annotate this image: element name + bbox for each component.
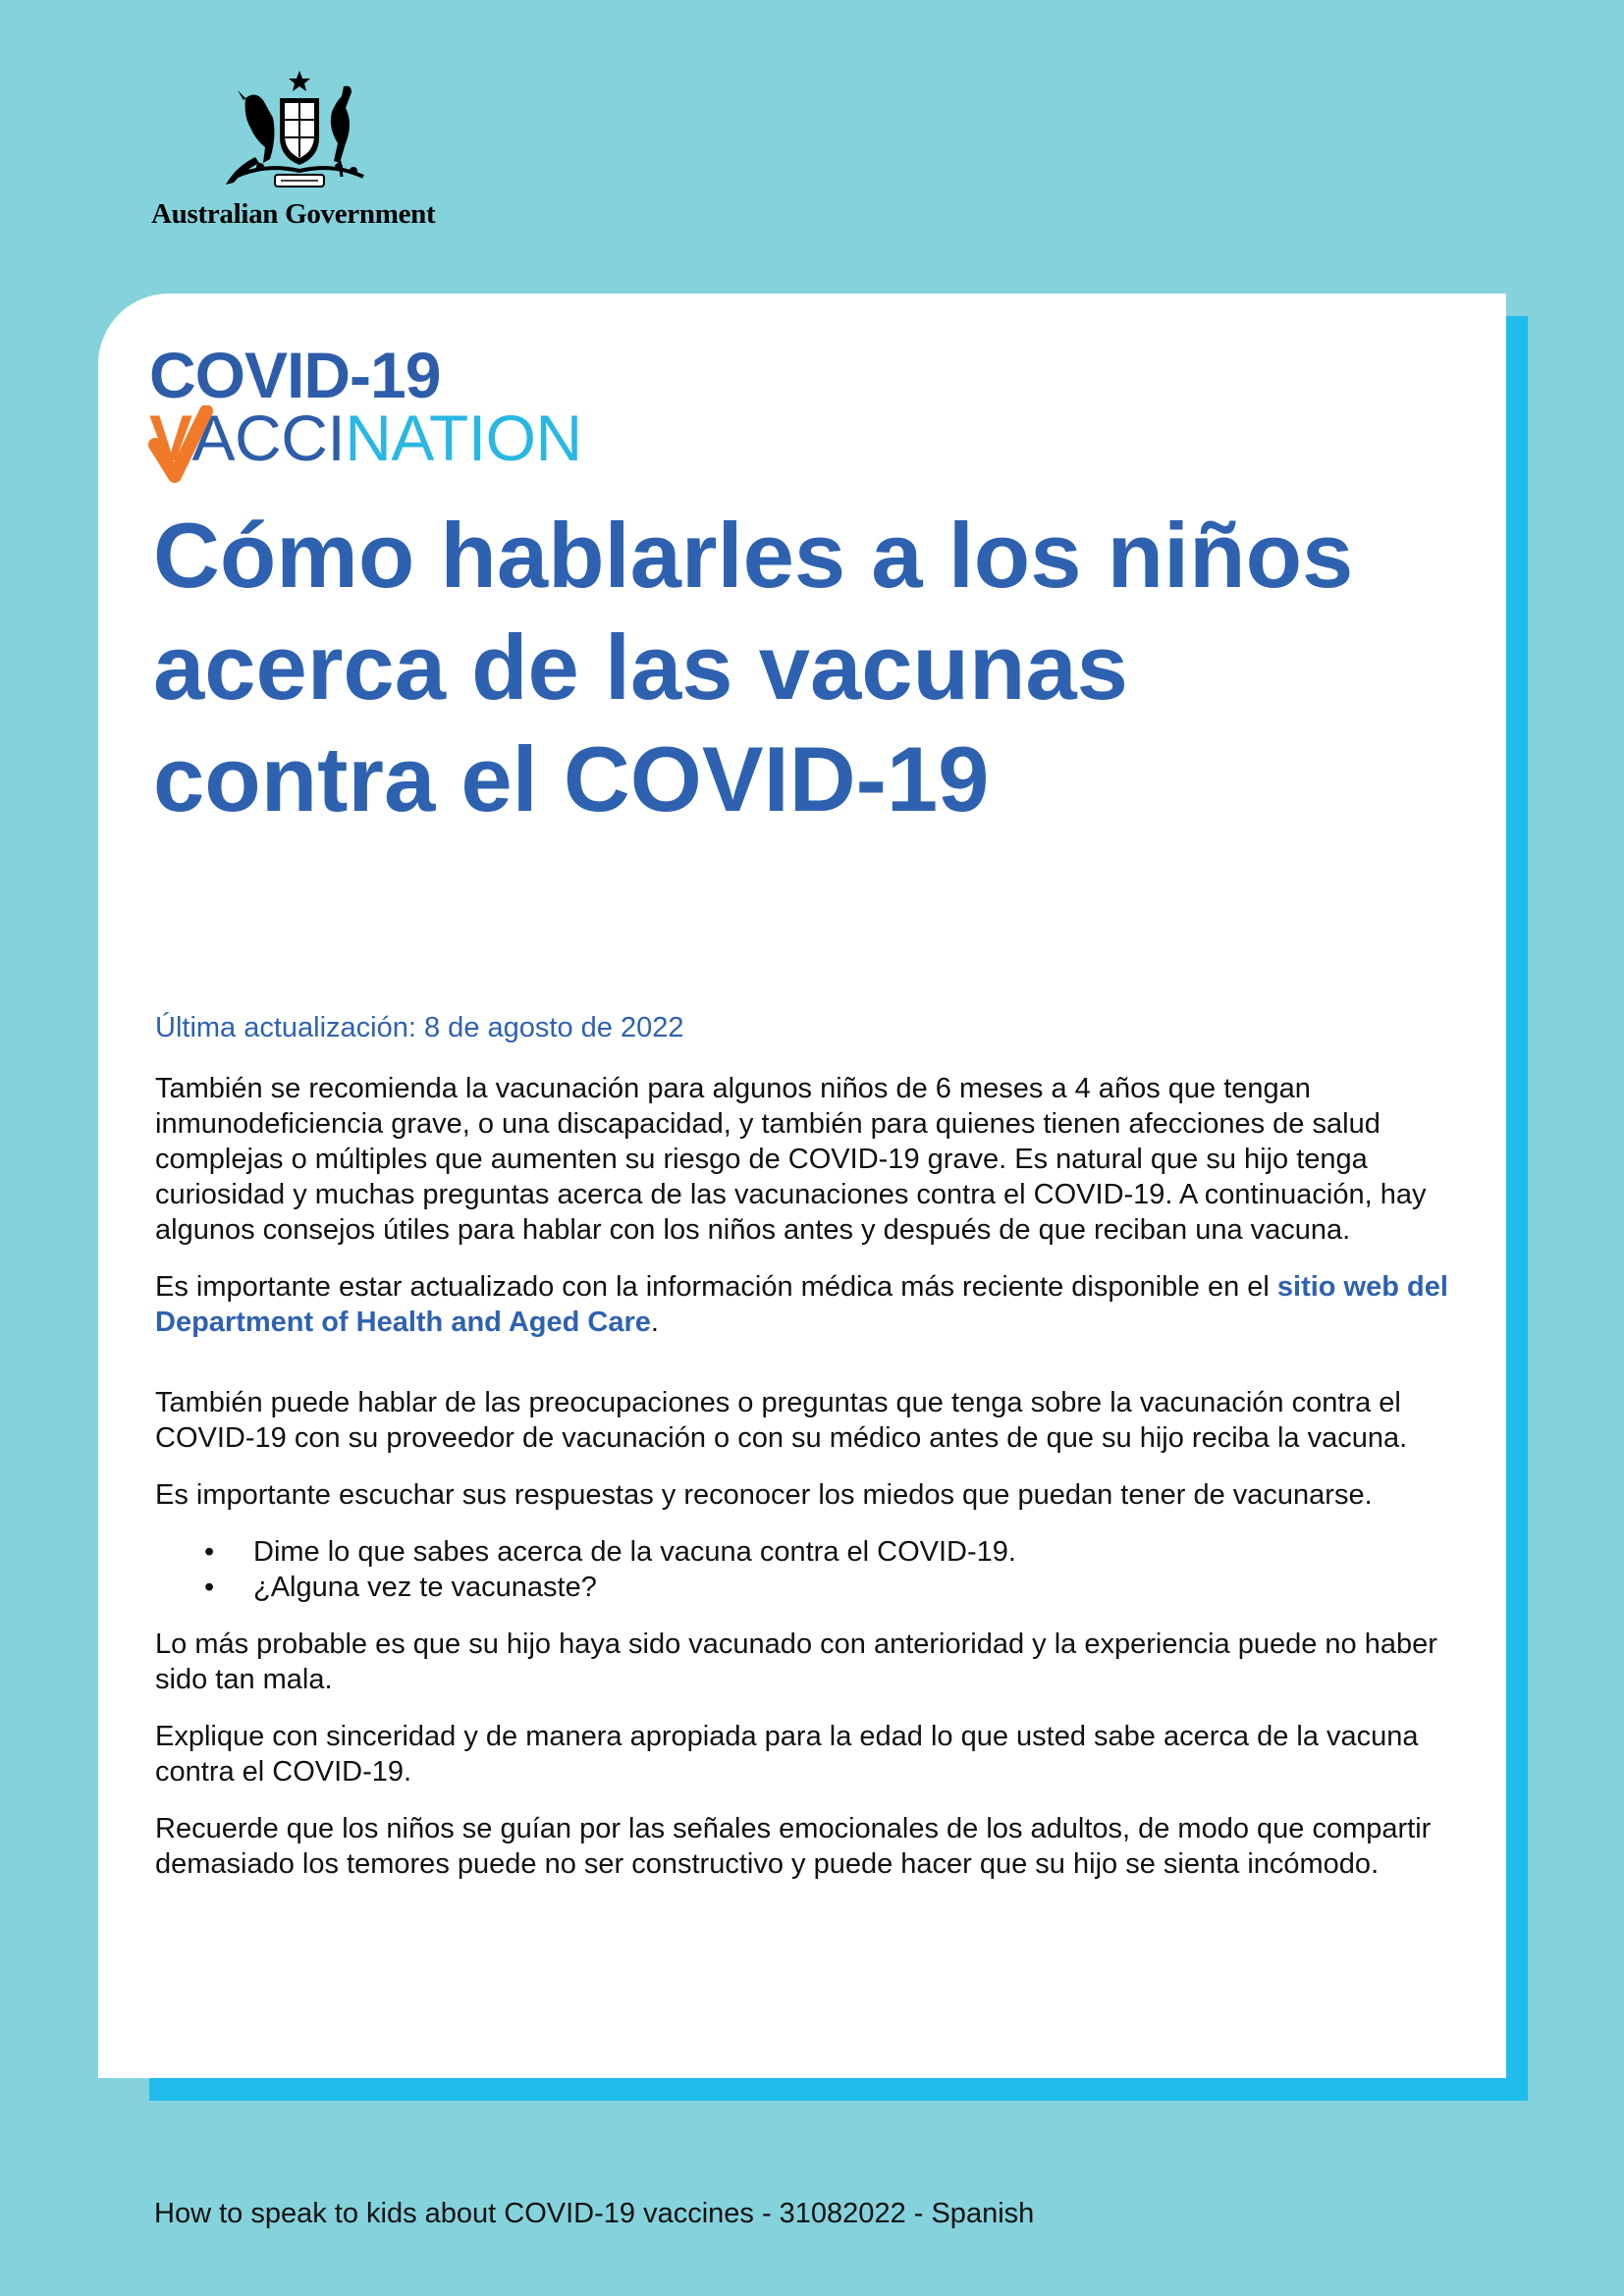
government-name: Australian Government [151,198,436,230]
list-item-text: ¿Alguna vez te vacunaste? [253,1572,597,1603]
paragraph-probable: Lo más probable es que su hijo haya sido vacunado con anterioridad y la experiencia puede no haber sido tan mala. [155,1629,1437,1695]
logo-acci-text: ACCI [191,401,346,474]
page-title: Cómo hablarles a los niños acerca de las vacunas contra el COVID-19 [153,504,1354,830]
paragraph-info [155,1269,1461,1340]
paragraph-listen: Es importante escuchar sus respuestas y reconocer los miedos que puedan tener de vacunarse. [155,1479,1373,1511]
paragraph-remember: Recuerde que los niños se guían por las señales emocionales de los adultos, de modo que compartir demasiado los temores puede no ser constructivo y puede hacer que su hijo se sienta incómodo. [155,1813,1432,1880]
government-logo [147,69,461,236]
last-updated: Última actualización: 8 de agosto de 2022 [155,1012,684,1043]
list-item [204,1570,1461,1605]
list-item [204,1534,1461,1570]
footer-text: How to speak to kids about COVID-19 vaccines - 31082022 - Spanish [154,2198,1035,2229]
logo-nation-text: NATION [345,401,582,474]
logo-covid-text: COVID-19 [149,339,441,411]
coat-of-arms-icon [216,69,383,196]
covid-vaccination-logo [149,339,601,474]
list-item-text: Dime lo que sabes acerca de la vacuna contra el COVID-19. [253,1536,1016,1568]
paragraph-intro: También se recomienda la vacunación para algunos niños de 6 meses a 4 años que tengan inmunodeficiencia grave, o una discapacidad, y también para quienes tienen afecciones de salud complejas o múltiples que aumenten su riesgo de COVID-19 grave. Es natural que su hijo tenga curiosidad y muchas preguntas acerca de las vacunaciones contra el COVID-19. A continuación, hay algunos consejos útiles para hablar con los niños antes y después de que reciban una vacuna. [155,1073,1427,1246]
question-list [155,1534,1461,1605]
health-department-link[interactable]: sitio web del Department of Health and Aged Care [155,1271,1448,1338]
body-content [155,1071,1461,1903]
paragraph-concerns: También puede hablar de las preocupaciones o preguntas que tenga sobre la vacunación contra el COVID-19 con su proveedor de vacunación o con su médico antes de que su hijo reciba la vacuna. [155,1387,1408,1454]
content-card [98,294,1506,2078]
paragraph-info-end: . [650,1307,659,1338]
paragraph-explain: Explique con sinceridad y de manera apropiada para la edad lo que usted sabe acerca de la vacuna contra el COVID-19. [155,1721,1419,1788]
paragraph-info-text: Es importante estar actualizado con la información médica más reciente disponible en el [155,1271,1277,1303]
bullet-icon: • [204,1536,215,1568]
checkmark-icon [145,405,214,484]
logo-vaccination-text [149,403,582,472]
bullet-icon: • [204,1572,215,1603]
logo-v-letter: V [149,401,192,474]
